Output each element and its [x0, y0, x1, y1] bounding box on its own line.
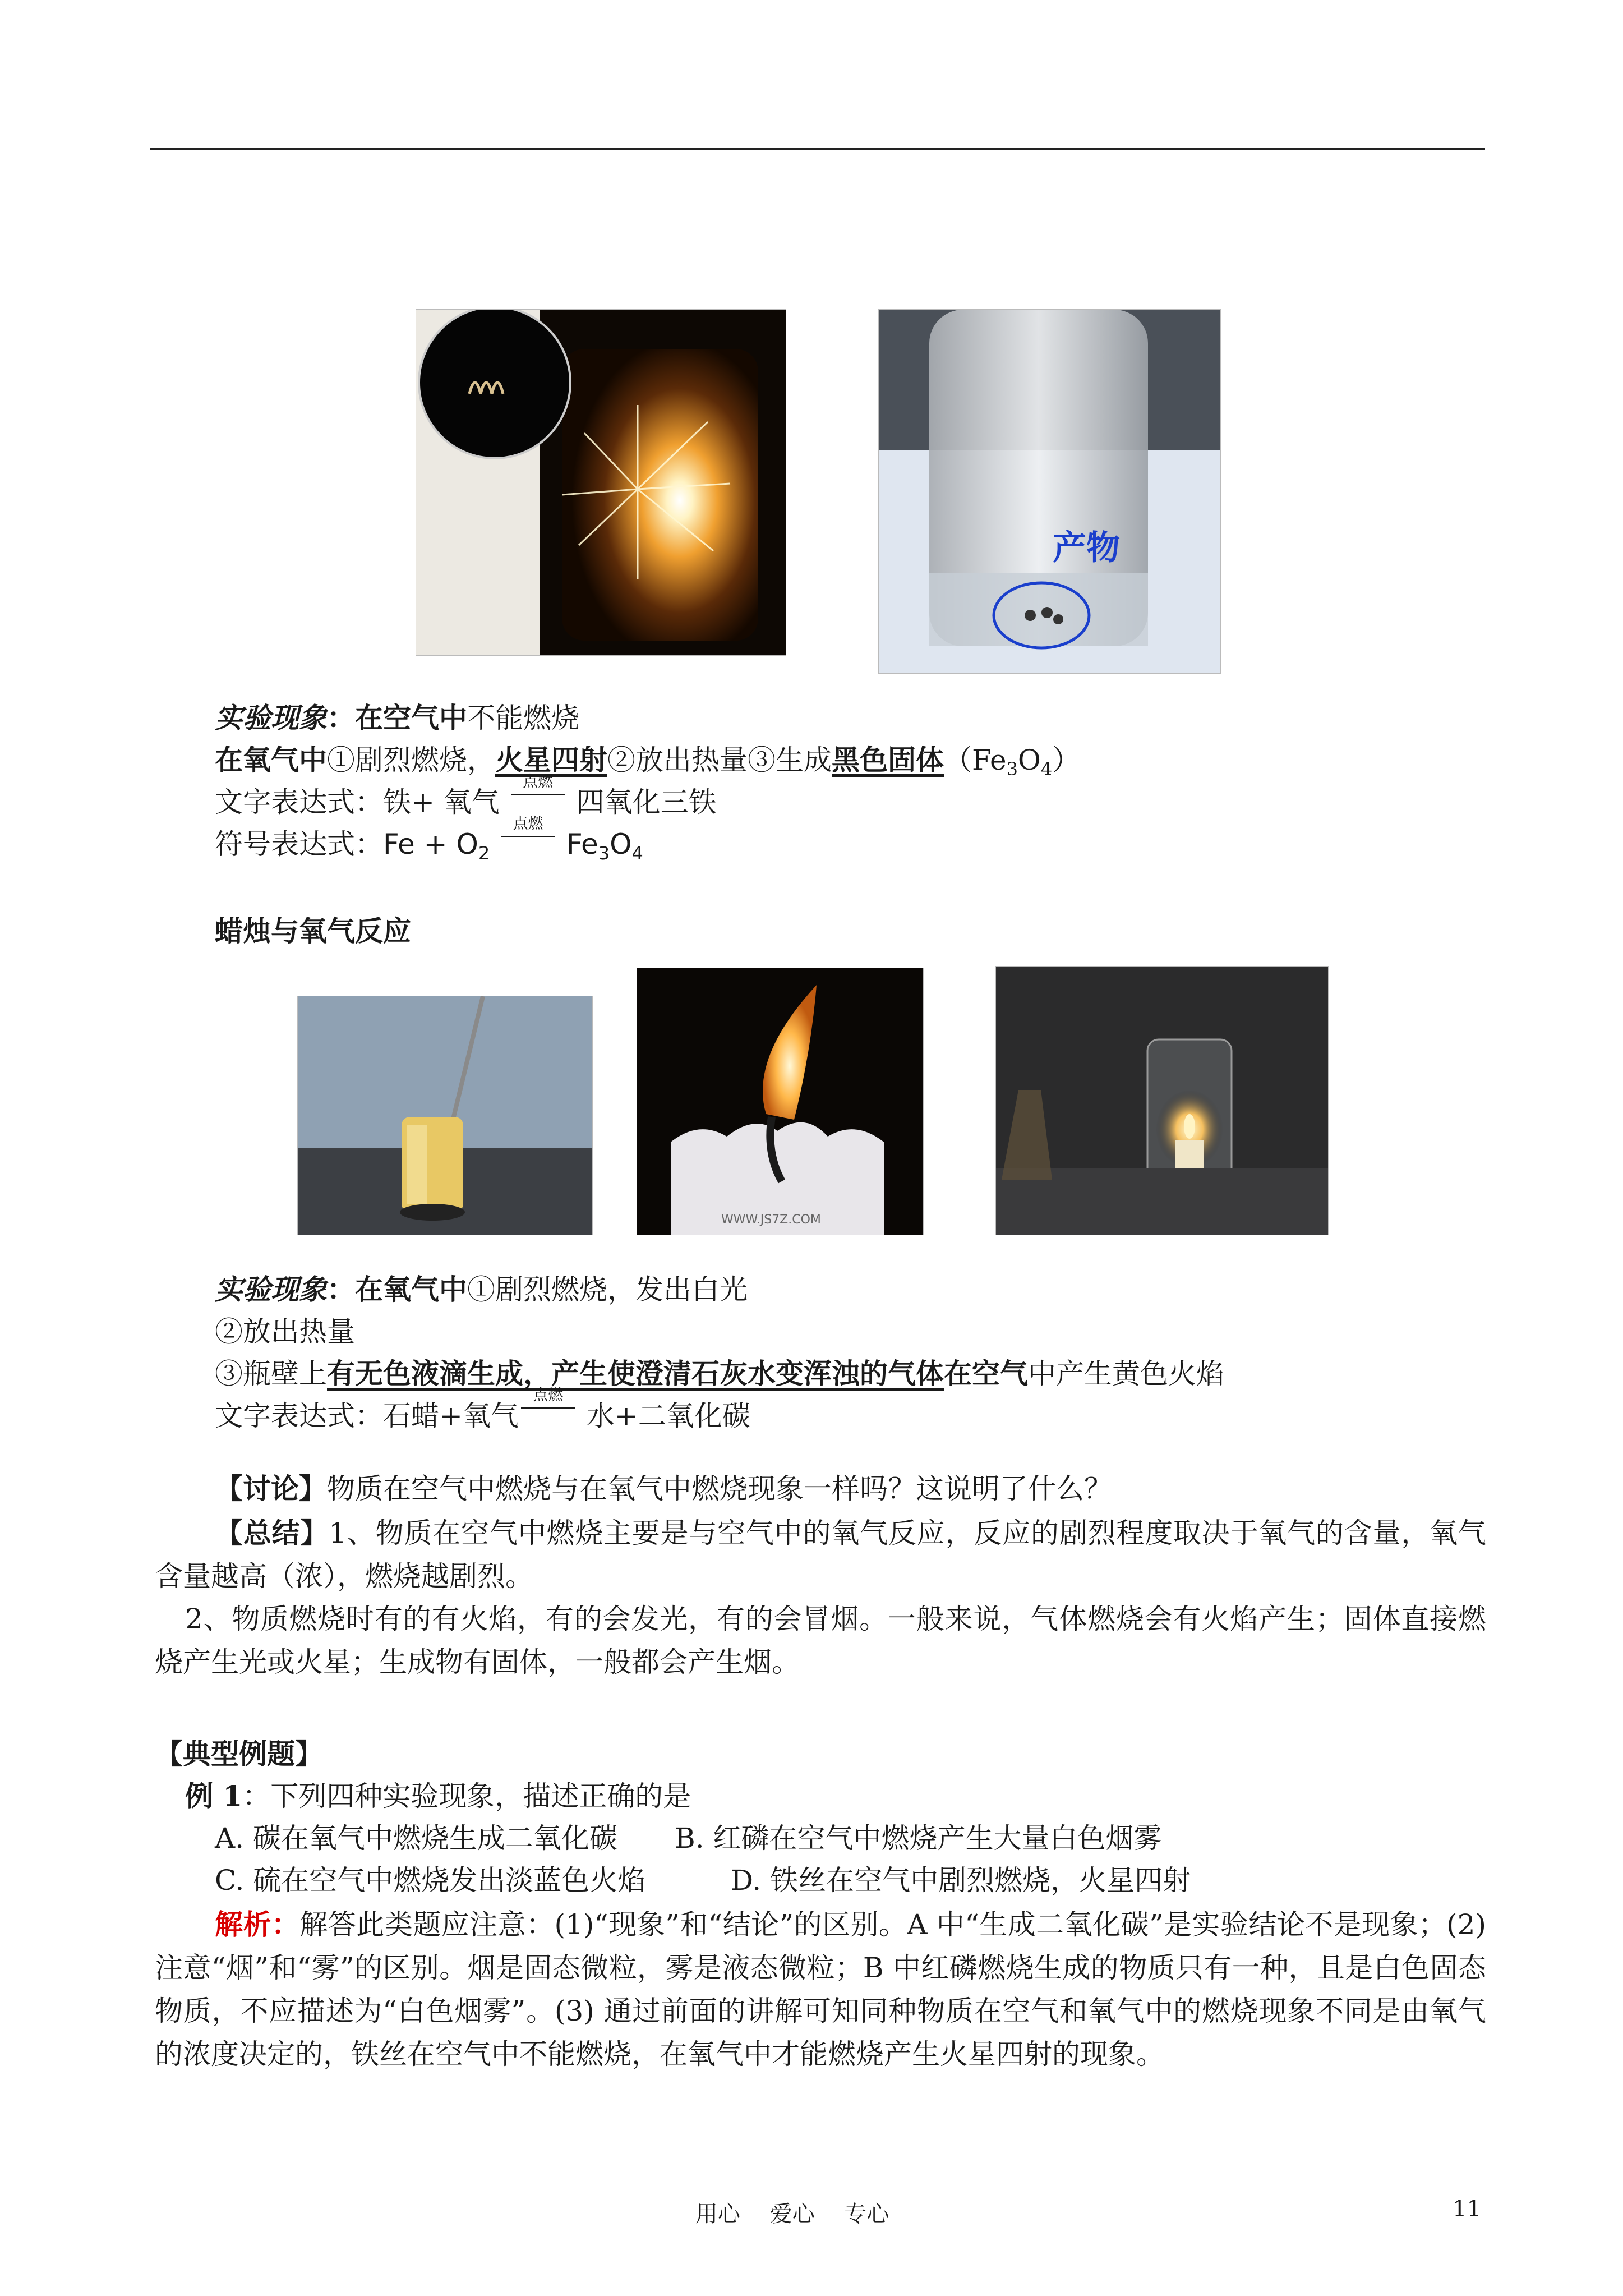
discussion-text: 物质在空气中燃烧与在氧气中燃烧现象一样吗？这说明了什么？ [327, 1473, 1112, 1505]
discussion-label: 【讨论】 [215, 1472, 327, 1505]
condition-text: 点燃 [523, 773, 554, 790]
oxygen-text-1: ①剧烈燃烧， [327, 744, 495, 776]
formula-sub: 4 [1040, 758, 1053, 780]
candle-phenomenon-line [215, 1270, 748, 1309]
example-label: 例 1 [185, 1779, 243, 1812]
ignite-condition [519, 1387, 578, 1425]
colon: ： [327, 1273, 355, 1306]
word-eq-product: 水+二氧化碳 [586, 1400, 750, 1432]
word-eq-product: 四氧化三铁 [576, 786, 717, 818]
examples-heading: 【典型例题】 [155, 1737, 323, 1770]
formula-sub: 3 [1006, 758, 1018, 780]
candle-word-equation [215, 1387, 750, 1435]
candle-wire-photo [297, 996, 593, 1235]
candle-yellow-flame-text: 中产生黄色火焰 [1028, 1358, 1224, 1390]
in-air-label: 在空气 [944, 1357, 1028, 1390]
example-1-question [185, 1777, 691, 1816]
iron-word-equation [215, 773, 717, 822]
candle-flame-photo [637, 968, 924, 1235]
in-air-label: 在空气中 [355, 701, 467, 734]
colon: ： [327, 701, 355, 734]
candle-heading: 蜡烛与氧气反应 [215, 914, 411, 947]
formula-sub: 4 [631, 843, 643, 864]
candle-droplet-line [215, 1354, 1224, 1393]
analysis-label: 解析： [215, 1908, 300, 1941]
symbol-eq-right: Fe [566, 828, 598, 861]
discussion-line [215, 1469, 1112, 1508]
iron-symbol-equation [215, 815, 643, 873]
symbol-eq-right: O [610, 828, 632, 861]
summary-p2 [155, 1598, 1486, 1684]
formula-part: ） [1052, 744, 1081, 776]
condition-text: 点燃 [533, 1387, 564, 1404]
summary-p1 [155, 1511, 1486, 1598]
summary-text-2: 2、物质燃烧时有的有火焰，有的会发光，有的会冒烟。一般来说，气体燃烧会有火焰产生；固体直接燃烧产生光或火星；生成物有固体，一般都会产生烟。 [155, 1603, 1486, 1678]
candle-heat-line: ②放出热量 [215, 1315, 355, 1348]
iron-burning-photo [416, 309, 786, 656]
condition-bar [521, 1407, 575, 1409]
summary-label: 【总结】 [215, 1516, 329, 1549]
formula-sub: 3 [598, 843, 610, 864]
product-bottle-photo [878, 309, 1221, 674]
option-a: A. 碳在氧气中燃烧生成二氧化碳 [215, 1822, 617, 1855]
sparks-text: 火星四射 [495, 743, 607, 776]
option-d: D. 铁丝在空气中剧烈燃烧，火星四射 [731, 1864, 1191, 1897]
analysis-paragraph [155, 1903, 1486, 2076]
watermark-text: WWW.JS7Z.COM [721, 1213, 821, 1227]
condition-bar [511, 794, 565, 795]
phenomenon-label: 实验现象 [215, 1273, 327, 1306]
symbol-eq-prefix: 符号表达式： [215, 828, 383, 861]
phenomenon-label: 实验现象 [215, 701, 327, 734]
in-oxygen-label: 在氧气中 [355, 1273, 467, 1306]
ignite-condition [499, 815, 557, 854]
candle-line1-text: ①剧烈燃烧，发出白光 [467, 1273, 748, 1306]
example-question: ：下列四种实验现象，描述正确的是 [242, 1780, 691, 1812]
in-oxygen-label: 在氧气中 [215, 743, 327, 776]
formula-part: O [1017, 744, 1041, 776]
symbol-eq-left: Fe + O [383, 828, 478, 861]
product-label: 产物 [1053, 528, 1120, 568]
ignite-condition [509, 773, 568, 812]
analysis-text: 解答此类题应注意：(1)“现象”和“结论”的区别。A 中“生成二氧化碳”是实验结论不是现象；(2)注意“烟”和“雾”的区别。烟是固态微粒，雾是液态微粒；B 中红磷燃烧生成的物质只有一种，且是白色固态物质，不应描述为“白色烟雾”。(3) 通过前面的讲解可知同种物质在空气和氧气中的燃烧现象不同是由氧气的浓度决定的，铁丝在空气中不能燃烧，在氧气中才能燃烧产生火星四射的现象。 [155, 1908, 1487, 2070]
condition-text: 点燃 [513, 815, 543, 832]
candle-line3-text: ③瓶壁上 [215, 1358, 327, 1390]
option-c: C. 硫在空气中燃烧发出淡蓝色火焰 [215, 1864, 646, 1897]
oxygen-text-2: ②放出热量③生成 [607, 744, 832, 776]
footer-motto: 用心 爱心 专心 [695, 2201, 889, 2227]
page-number: 11 [1453, 2196, 1481, 2222]
formula-part: （Fe [944, 744, 1007, 776]
summary-text-1: 1、物质在空气中燃烧主要是与空气中的氧气反应，反应的剧烈程度取决于氧气的含量，氧气含量越高（浓），燃烧越剧烈。 [155, 1517, 1487, 1593]
condition-bar [501, 836, 555, 837]
black-solid-text: 黑色固体 [832, 743, 944, 776]
formula-sub: 2 [478, 843, 490, 864]
candle-jar-photo [995, 966, 1329, 1235]
in-air-text: 不能燃烧 [467, 702, 579, 734]
iron-phenomenon-line [215, 698, 579, 738]
option-b: B. 红磷在空气中燃烧产生大量白色烟雾 [675, 1822, 1162, 1855]
word-eq-prefix: 文字表达式：铁+ 氧气 [215, 786, 500, 818]
iron-oxygen-line [215, 740, 1080, 789]
header-rule [150, 148, 1485, 150]
word-eq-prefix: 文字表达式：石蜡+氧气 [215, 1400, 519, 1432]
candle-droplet-text: 有无色液滴生成，产生使澄清石灰水变浑浊的气体 [327, 1357, 944, 1390]
